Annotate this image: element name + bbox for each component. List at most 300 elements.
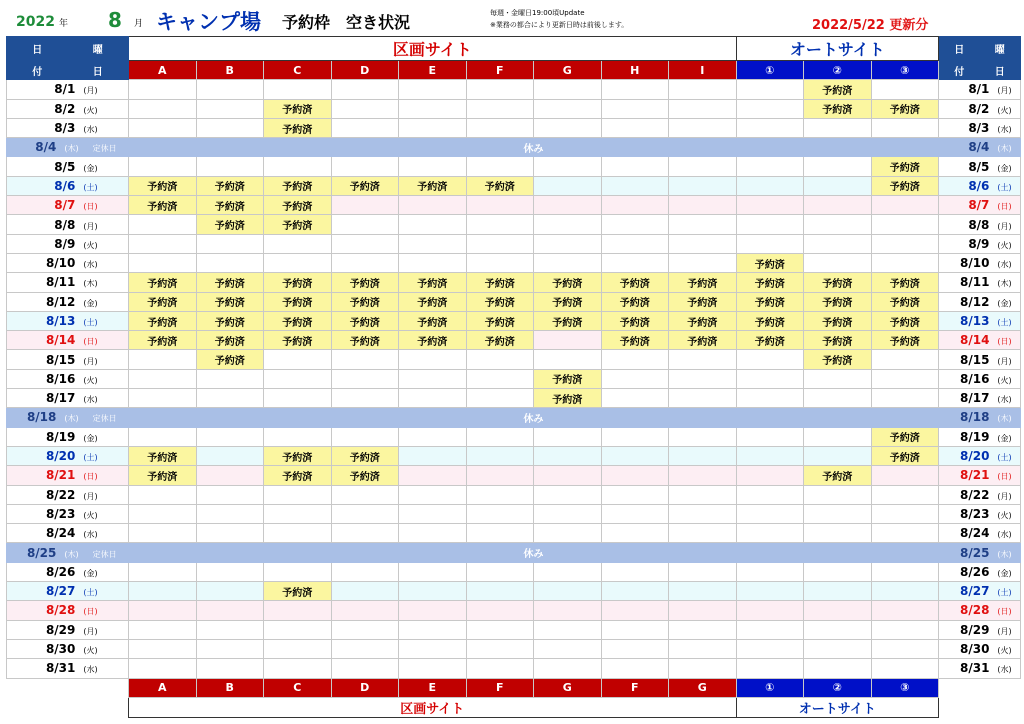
- date-cell: [7, 582, 129, 601]
- date-cell: [7, 253, 129, 272]
- available-slot: [264, 427, 332, 446]
- available-slot: [331, 157, 399, 176]
- available-slot: [331, 659, 399, 678]
- available-slot: [399, 446, 467, 465]
- footer-section-title-auto: オートサイト: [736, 697, 939, 717]
- available-slot: [669, 350, 737, 369]
- available-slot: [601, 659, 669, 678]
- date-cell-right: [939, 543, 1021, 562]
- date-number: 8/18: [959, 410, 990, 425]
- date-number: 8/21: [959, 468, 990, 483]
- weekday-label: (水): [83, 530, 98, 540]
- available-slot: [871, 601, 939, 620]
- available-slot: [669, 562, 737, 581]
- date-cell: [7, 99, 129, 118]
- date-cell: [7, 80, 129, 99]
- holiday-label: 定休日: [92, 549, 117, 559]
- table-row: [7, 524, 1021, 543]
- available-slot: [804, 389, 872, 408]
- available-slot: [534, 504, 602, 523]
- available-slot: [534, 524, 602, 543]
- available-slot: [669, 446, 737, 465]
- available-slot: [736, 99, 804, 118]
- available-slot: [871, 639, 939, 658]
- booked-slot: 予約済: [264, 273, 332, 292]
- weekday-label: (木): [997, 144, 1012, 154]
- weekday-label: (木): [64, 414, 79, 424]
- available-slot: [399, 620, 467, 639]
- date-number: 8/3: [54, 121, 76, 136]
- weekday-label: (土): [83, 588, 98, 598]
- available-slot: [601, 350, 669, 369]
- available-slot: [669, 485, 737, 504]
- date-number: 8/28: [45, 603, 76, 618]
- weekday-label: (水): [83, 125, 98, 135]
- booked-slot: 予約済: [669, 292, 737, 311]
- available-slot: [331, 369, 399, 388]
- available-slot: [669, 157, 737, 176]
- table-row: [7, 389, 1021, 408]
- date-number: 8/5: [968, 159, 990, 174]
- booked-slot: 予約済: [196, 292, 264, 311]
- available-slot: [399, 215, 467, 234]
- available-slot: [331, 524, 399, 543]
- booked-slot: 予約済: [196, 215, 264, 234]
- footer-spacer-left: [7, 678, 129, 697]
- booked-slot: 予約済: [466, 176, 534, 195]
- weekday-label: (水): [83, 665, 98, 675]
- update-schedule-note: 毎週・金曜日19:00頃Update: [490, 9, 585, 17]
- available-slot: [736, 234, 804, 253]
- date-number: 8/27: [45, 584, 76, 599]
- available-slot: [601, 620, 669, 639]
- available-slot: [534, 80, 602, 99]
- booked-slot: 予約済: [129, 273, 197, 292]
- weekday-label: (金): [997, 568, 1012, 578]
- weekday-label: (土): [83, 182, 98, 192]
- date-cell: [7, 311, 129, 330]
- weekday-label: (月): [997, 221, 1012, 231]
- available-slot: [534, 215, 602, 234]
- date-number: 8/6: [54, 178, 76, 193]
- date-cell: [7, 215, 129, 234]
- booked-slot: 予約済: [871, 446, 939, 465]
- date-cell-right: [939, 524, 1021, 543]
- date-cell: [7, 504, 129, 523]
- date-number: 8/25: [959, 545, 990, 560]
- available-slot: [331, 234, 399, 253]
- weekday-label: (月): [997, 491, 1012, 501]
- available-slot: [264, 639, 332, 658]
- available-slot: [129, 601, 197, 620]
- available-slot: [669, 215, 737, 234]
- date-cell: [7, 543, 129, 562]
- date-cell: [7, 562, 129, 581]
- booked-slot: 予約済: [871, 311, 939, 330]
- weekday-label: (月): [83, 221, 98, 231]
- booked-slot: 予約済: [871, 176, 939, 195]
- booked-slot: 予約済: [264, 176, 332, 195]
- weekday-label: (火): [997, 510, 1012, 520]
- column-header-ku: H: [601, 61, 669, 80]
- available-slot: [534, 157, 602, 176]
- available-slot: [196, 485, 264, 504]
- table-row: [7, 331, 1021, 350]
- available-slot: [736, 601, 804, 620]
- weekday-label: (火): [83, 646, 98, 656]
- available-slot: [871, 234, 939, 253]
- booked-slot: 予約済: [331, 292, 399, 311]
- date-number: 8/26: [959, 564, 990, 579]
- available-slot: [331, 601, 399, 620]
- table-row: [7, 99, 1021, 118]
- date-number: 8/20: [45, 449, 76, 464]
- column-header-ku: E: [399, 61, 467, 80]
- date-cell: [7, 196, 129, 215]
- date-cell-right: [939, 118, 1021, 137]
- month-number: 8: [108, 8, 122, 32]
- available-slot: [466, 562, 534, 581]
- available-slot: [129, 562, 197, 581]
- available-slot: [804, 601, 872, 620]
- available-slot: [196, 620, 264, 639]
- column-header-ku: G: [534, 61, 602, 80]
- weekday-label: (木): [83, 279, 98, 289]
- available-slot: [399, 466, 467, 485]
- footer-column-header-ku: F: [466, 678, 534, 697]
- booked-slot: 予約済: [804, 273, 872, 292]
- table-row: [7, 273, 1021, 292]
- booked-slot: 予約済: [331, 446, 399, 465]
- column-header-ku: I: [669, 61, 737, 80]
- available-slot: [534, 582, 602, 601]
- booked-slot: 予約済: [196, 196, 264, 215]
- date-number: 8/16: [45, 371, 76, 386]
- available-slot: [399, 389, 467, 408]
- weekday-label: (日): [83, 202, 98, 212]
- available-slot: [331, 504, 399, 523]
- date-cell-right: [939, 176, 1021, 195]
- available-slot: [399, 157, 467, 176]
- available-slot: [466, 601, 534, 620]
- booked-slot: 予約済: [534, 311, 602, 330]
- weekday-label: (日): [83, 337, 98, 347]
- available-slot: [871, 215, 939, 234]
- date-number: 8/23: [45, 506, 76, 521]
- table-row: [7, 311, 1021, 330]
- date-number: 8/13: [959, 314, 990, 328]
- closed-day-cell: 休み: [129, 408, 939, 427]
- available-slot: [601, 504, 669, 523]
- available-slot: [669, 601, 737, 620]
- date-cell: [7, 408, 129, 427]
- footer-column-header-ku: G: [534, 678, 602, 697]
- booked-slot: 予約済: [601, 331, 669, 350]
- date-header-top: 日 曜: [7, 37, 129, 61]
- date-cell-right: [939, 157, 1021, 176]
- available-slot: [669, 99, 737, 118]
- available-slot: [331, 427, 399, 446]
- booked-slot: 予約済: [264, 215, 332, 234]
- available-slot: [736, 427, 804, 446]
- weekday-label: (水): [997, 665, 1012, 675]
- table-row: [7, 234, 1021, 253]
- date-number: 8/7: [968, 198, 990, 213]
- date-cell: [7, 350, 129, 369]
- available-slot: [129, 504, 197, 523]
- booked-slot: 予約済: [264, 196, 332, 215]
- booked-slot: 予約済: [196, 311, 264, 330]
- date-cell: [7, 466, 129, 485]
- booked-slot: 予約済: [264, 446, 332, 465]
- available-slot: [804, 582, 872, 601]
- weekday-label: (金): [997, 163, 1012, 173]
- available-slot: [669, 389, 737, 408]
- available-slot: [871, 253, 939, 272]
- available-slot: [331, 80, 399, 99]
- booked-slot: 予約済: [331, 273, 399, 292]
- date-cell: [7, 659, 129, 678]
- date-cell-right: [939, 562, 1021, 581]
- available-slot: [804, 369, 872, 388]
- date-number: 8/9: [968, 236, 990, 251]
- available-slot: [331, 485, 399, 504]
- date-number: 8/1: [968, 82, 990, 97]
- available-slot: [466, 253, 534, 272]
- date-cell-right: [939, 99, 1021, 118]
- available-slot: [669, 582, 737, 601]
- table-row: [7, 466, 1021, 485]
- available-slot: [196, 582, 264, 601]
- available-slot: [534, 639, 602, 658]
- available-slot: [399, 350, 467, 369]
- weekday-label: (火): [997, 375, 1012, 385]
- date-cell-right: [939, 234, 1021, 253]
- table-row: [7, 504, 1021, 523]
- available-slot: [264, 504, 332, 523]
- available-slot: [736, 504, 804, 523]
- date-number: 8/8: [968, 217, 990, 232]
- available-slot: [601, 639, 669, 658]
- available-slot: [669, 620, 737, 639]
- available-slot: [196, 157, 264, 176]
- available-slot: [736, 118, 804, 137]
- table-row: [7, 485, 1021, 504]
- available-slot: [601, 215, 669, 234]
- available-slot: [196, 446, 264, 465]
- available-slot: [264, 659, 332, 678]
- available-slot: [466, 369, 534, 388]
- available-slot: [736, 485, 804, 504]
- available-slot: [736, 80, 804, 99]
- booked-slot: 予約済: [331, 311, 399, 330]
- available-slot: [871, 196, 939, 215]
- booked-slot: 予約済: [736, 331, 804, 350]
- footer-spacer-left2: [7, 697, 129, 717]
- available-slot: [534, 562, 602, 581]
- column-header-auto: ②: [804, 61, 872, 80]
- booked-slot: 予約済: [669, 311, 737, 330]
- booked-slot: 予約済: [871, 427, 939, 446]
- available-slot: [736, 562, 804, 581]
- available-slot: [669, 253, 737, 272]
- weekday-label: (火): [83, 240, 98, 250]
- available-slot: [871, 524, 939, 543]
- footer-column-header-ku: F: [601, 678, 669, 697]
- available-slot: [196, 639, 264, 658]
- date-cell-right: [939, 215, 1021, 234]
- available-slot: [534, 620, 602, 639]
- date-number: 8/19: [959, 429, 990, 444]
- booked-slot: 予約済: [399, 311, 467, 330]
- available-slot: [331, 253, 399, 272]
- date-number: 8/9: [54, 236, 76, 251]
- reservation-table: [6, 36, 1021, 718]
- date-cell: [7, 176, 129, 195]
- available-slot: [804, 562, 872, 581]
- available-slot: [804, 427, 872, 446]
- weekday-label: (金): [997, 433, 1012, 443]
- available-slot: [534, 601, 602, 620]
- booked-slot: 予約済: [871, 99, 939, 118]
- available-slot: [466, 620, 534, 639]
- date-cell: [7, 524, 129, 543]
- weekday-label: (水): [997, 395, 1012, 405]
- available-slot: [129, 639, 197, 658]
- available-slot: [264, 485, 332, 504]
- date-number: 8/28: [959, 603, 990, 618]
- date-number: 8/8: [54, 217, 76, 232]
- date-number: 8/15: [959, 352, 990, 367]
- weekday-label: (火): [997, 105, 1012, 115]
- booked-slot: 予約済: [331, 466, 399, 485]
- booked-slot: 予約済: [264, 99, 332, 118]
- date-number: 8/15: [45, 352, 76, 367]
- available-slot: [601, 562, 669, 581]
- date-number: 8/11: [45, 275, 76, 290]
- booked-slot: 予約済: [534, 369, 602, 388]
- available-slot: [399, 639, 467, 658]
- available-slot: [466, 446, 534, 465]
- available-slot: [534, 427, 602, 446]
- date-cell-right: [939, 350, 1021, 369]
- weekday-label: (水): [83, 260, 98, 270]
- available-slot: [331, 350, 399, 369]
- available-slot: [399, 562, 467, 581]
- available-slot: [871, 80, 939, 99]
- available-slot: [466, 80, 534, 99]
- available-slot: [669, 504, 737, 523]
- booked-slot: 予約済: [331, 331, 399, 350]
- available-slot: [196, 118, 264, 137]
- footer-column-header-ku: E: [399, 678, 467, 697]
- booked-slot: 予約済: [804, 99, 872, 118]
- available-slot: [669, 639, 737, 658]
- footer-column-header-auto: ②: [804, 678, 872, 697]
- date-cell: [7, 601, 129, 620]
- available-slot: [129, 253, 197, 272]
- booked-slot: 予約済: [804, 466, 872, 485]
- available-slot: [601, 524, 669, 543]
- column-header-auto: ③: [871, 61, 939, 80]
- available-slot: [129, 118, 197, 137]
- booked-slot: 予約済: [804, 350, 872, 369]
- weekday-label: (日): [997, 607, 1012, 617]
- available-slot: [196, 524, 264, 543]
- available-slot: [736, 369, 804, 388]
- date-number: 8/31: [45, 661, 76, 676]
- booked-slot: 予約済: [669, 331, 737, 350]
- month-unit: 月: [134, 19, 144, 29]
- weekday-label: (火): [83, 510, 98, 520]
- available-slot: [196, 234, 264, 253]
- weekday-label: (金): [997, 298, 1012, 308]
- weekday-label: (金): [83, 163, 98, 173]
- available-slot: [466, 215, 534, 234]
- booked-slot: 予約済: [399, 292, 467, 311]
- booked-slot: 予約済: [264, 466, 332, 485]
- booked-slot: 予約済: [736, 253, 804, 272]
- date-cell: [7, 118, 129, 137]
- footer-spacer-right2: [939, 697, 1021, 717]
- available-slot: [804, 524, 872, 543]
- available-slot: [466, 639, 534, 658]
- booked-slot: 予約済: [804, 80, 872, 99]
- available-slot: [534, 446, 602, 465]
- weekday-label: (火): [83, 375, 98, 385]
- weekday-label: (日): [997, 472, 1012, 482]
- available-slot: [804, 446, 872, 465]
- available-slot: [399, 369, 467, 388]
- available-slot: [264, 253, 332, 272]
- available-slot: [331, 118, 399, 137]
- weekday-label: (火): [83, 105, 98, 115]
- camp-name: キャンプ場: [156, 10, 261, 34]
- table-row: [7, 292, 1021, 311]
- available-slot: [466, 389, 534, 408]
- available-slot: [669, 659, 737, 678]
- available-slot: [264, 620, 332, 639]
- available-slot: [669, 524, 737, 543]
- available-slot: [804, 253, 872, 272]
- date-number: 8/20: [959, 449, 990, 464]
- available-slot: [264, 350, 332, 369]
- date-number: 8/17: [959, 391, 990, 406]
- available-slot: [264, 234, 332, 253]
- booked-slot: 予約済: [129, 176, 197, 195]
- available-slot: [601, 446, 669, 465]
- table-row: [7, 350, 1021, 369]
- available-slot: [534, 196, 602, 215]
- date-cell-right: [939, 582, 1021, 601]
- available-slot: [264, 80, 332, 99]
- available-slot: [736, 620, 804, 639]
- booked-slot: 予約済: [399, 273, 467, 292]
- date-cell-right: [939, 369, 1021, 388]
- available-slot: [129, 350, 197, 369]
- weekday-label: (日): [83, 607, 98, 617]
- available-slot: [871, 504, 939, 523]
- available-slot: [129, 524, 197, 543]
- table-row: [7, 157, 1021, 176]
- booked-slot: 予約済: [669, 273, 737, 292]
- available-slot: [669, 466, 737, 485]
- booked-slot: 予約済: [331, 176, 399, 195]
- available-slot: [129, 369, 197, 388]
- weekday-label: (土): [83, 453, 98, 463]
- date-cell-right: [939, 659, 1021, 678]
- weekday-label: (月): [83, 491, 98, 501]
